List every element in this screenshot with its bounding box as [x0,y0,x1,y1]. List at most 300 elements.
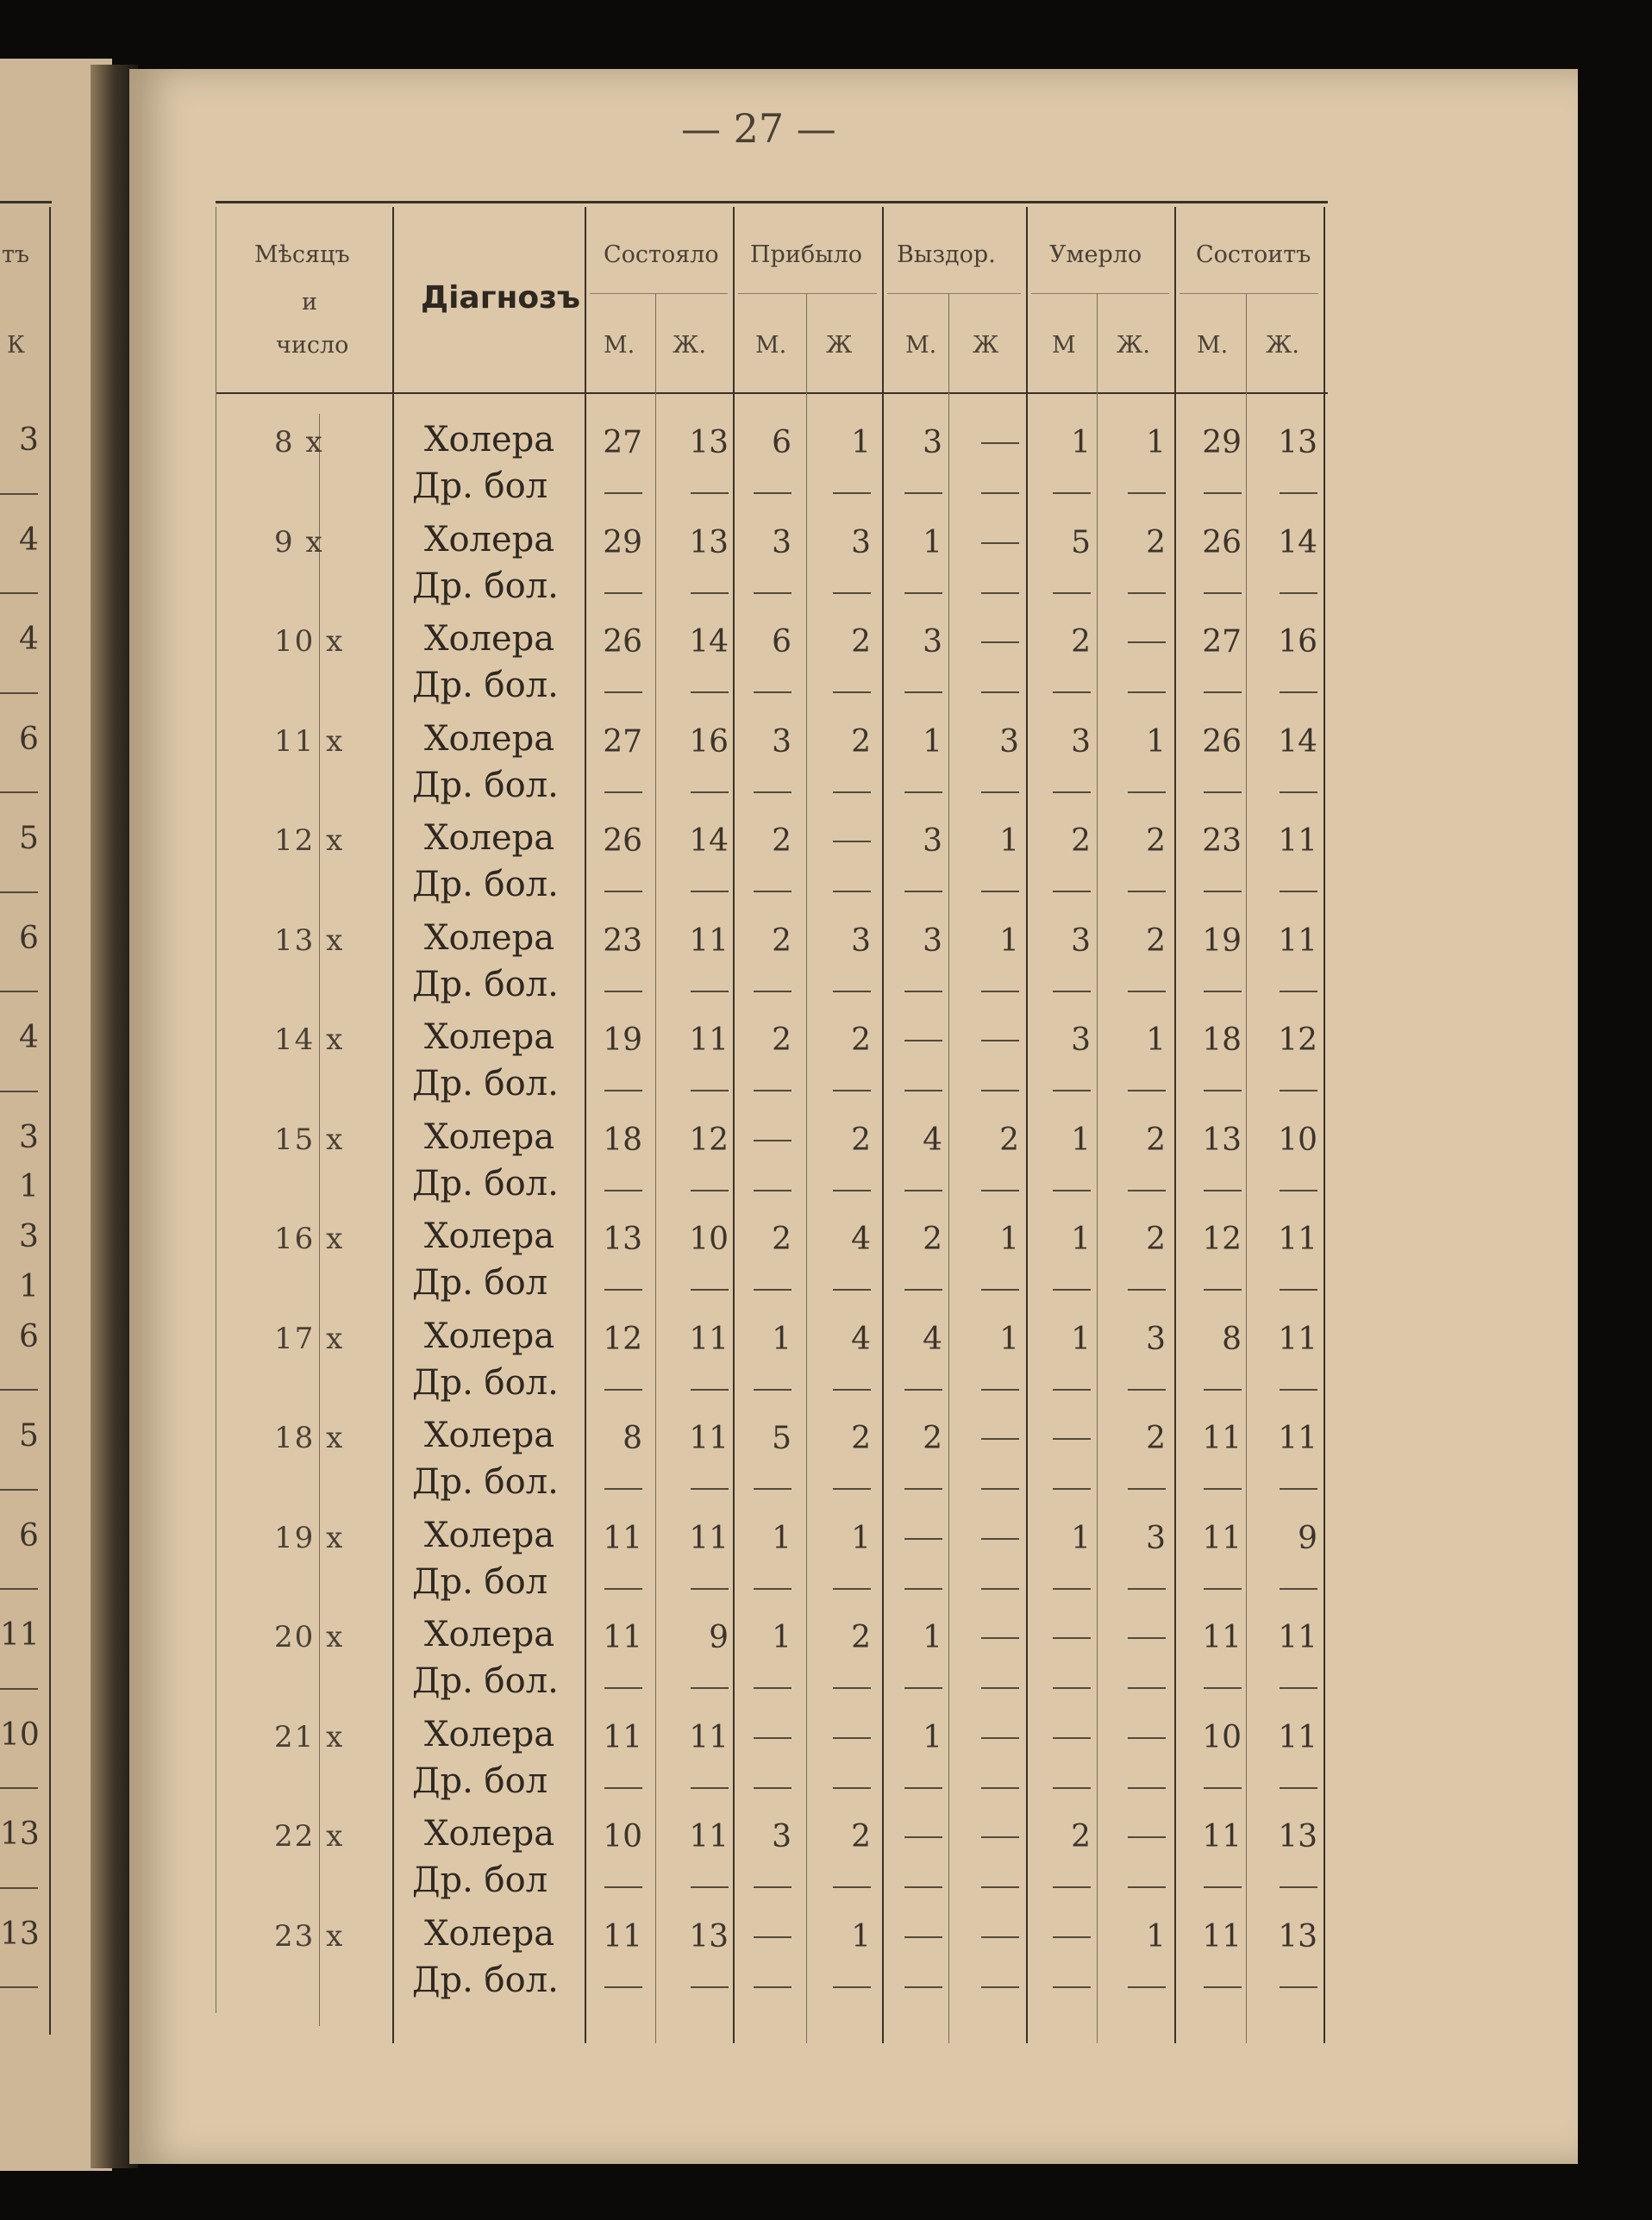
value-cell: 11 [1202,1520,1242,1556]
column-rule [1174,207,1176,2043]
value-cell: 3 [1146,1520,1166,1556]
value-cell: 11 [1278,1421,1317,1456]
sub-header: Ж. [673,332,706,359]
secondary-dash [904,1488,942,1490]
value-cell: 1 [1146,425,1166,460]
value-cell: 26 [603,823,642,859]
sub-header: М. [604,332,635,359]
value-dash [981,1538,1019,1540]
secondary-dash [1204,1090,1242,1091]
secondary-dash [1053,991,1091,992]
secondary-dash [754,1588,792,1590]
value-cell: 18 [1202,1022,1242,1058]
value-cell: 11 [1278,1321,1317,1357]
secondary-dash [981,492,1019,494]
value-cell: 11 [689,1022,729,1058]
row-date: 8 x [274,425,324,460]
value-dash [904,1936,942,1938]
value-dash [1128,1737,1166,1739]
value-cell: 13 [689,524,729,560]
value-cell: 4 [851,1321,871,1357]
value-cell: 11 [1278,1620,1317,1655]
value-cell: 2 [1146,524,1166,560]
group-rule [738,293,877,294]
value-cell: 27 [1202,624,1242,660]
secondary-dash [1204,791,1242,793]
secondary-dash [904,492,942,494]
secondary-dash [1053,1787,1091,1789]
diagnosis-primary: Холера [424,619,555,659]
value-cell: 3 [923,922,942,959]
value-cell: 12 [1278,1022,1317,1058]
left-value-dash [0,1091,38,1092]
column-rule [1026,207,1028,2043]
secondary-dash [754,891,792,892]
diagnosis-secondary: Др. бол. [412,964,559,1004]
left-value-dash [0,1887,38,1889]
secondary-dash [1053,1986,1091,1988]
value-cell: 11 [689,1421,729,1456]
secondary-dash [754,1289,792,1291]
value-cell: 2 [1071,1819,1091,1854]
value-cell: 2 [1146,1421,1166,1456]
diagnosis-primary: Холера [424,1515,555,1555]
value-cell: 2 [999,1122,1019,1158]
secondary-dash [981,1090,1019,1091]
left-value-dash [0,1688,38,1690]
value-cell: 10 [603,1819,642,1854]
secondary-dash [1204,1190,1242,1191]
secondary-dash [1280,592,1317,594]
secondary-dash [981,991,1019,992]
value-cell: 5 [772,1421,792,1456]
value-cell: 14 [689,823,729,859]
value-cell: 1 [923,1620,942,1655]
secondary-dash [1128,791,1166,793]
secondary-dash [754,1687,792,1689]
secondary-dash [691,891,729,892]
diagnosis-primary: Холера [424,1913,555,1954]
left-value-dash [0,1787,38,1789]
value-cell: 1 [1071,1321,1091,1357]
column-rule [655,293,656,2043]
column-rule [806,293,807,2043]
secondary-dash [904,1588,942,1590]
secondary-dash [833,1190,871,1191]
diagnosis-secondary: Др. бол. [412,566,559,606]
diagnosis-primary: Холера [424,420,555,460]
value-cell: 1 [1071,1222,1091,1257]
value-dash [904,1538,942,1540]
value-cell: 1 [1071,425,1091,460]
secondary-dash [1204,891,1242,892]
value-cell: 11 [603,1719,642,1755]
secondary-dash [604,791,642,793]
value-cell: 23 [1202,823,1242,859]
value-cell: 3 [1071,922,1091,959]
secondary-dash [1204,1886,1242,1888]
diagnosis-secondary: Др. бол. [412,1960,559,2000]
secondary-dash [904,791,942,793]
secondary-dash [1204,691,1242,693]
diagnosis-primary: Холера [424,1316,555,1356]
value-cell: 3 [851,922,871,959]
value-cell: 19 [603,1022,642,1058]
value-cell: 4 [851,1222,871,1257]
value-cell: 1 [923,1719,942,1755]
value-dash [1053,1637,1091,1639]
left-value-cell: 6 [19,1517,39,1554]
secondary-dash [981,592,1019,594]
group-header: Состояло [604,241,719,268]
secondary-dash [904,691,942,693]
diagnosis-secondary: Др. бол [412,1760,548,1801]
value-cell: 2 [851,1122,871,1158]
row-date: 17 x [274,1321,345,1356]
secondary-dash [604,991,642,992]
value-cell: 13 [1278,1918,1317,1954]
header-bottom-rule [216,392,1328,394]
group-header: Прибыло [750,241,862,268]
value-cell: 11 [689,922,729,959]
secondary-dash [604,592,642,594]
secondary-dash [691,991,729,992]
secondary-dash [1280,1588,1317,1590]
left-value-cell: 6 [19,721,39,757]
secondary-dash [904,1090,942,1091]
secondary-dash [1128,991,1166,992]
left-value-dash [0,493,38,495]
secondary-dash [754,1986,792,1988]
column-rule [882,207,884,2043]
value-cell: 1 [923,524,942,560]
left-value-cell: 6 [19,1318,39,1354]
diagnosis-primary: Холера [424,1416,555,1455]
secondary-dash [904,1886,942,1888]
secondary-dash [1053,592,1091,594]
sub-header: Ж [973,332,999,359]
value-cell: 3 [923,624,942,660]
column-rule [948,293,949,2043]
secondary-dash [904,592,942,594]
left-value-dash [0,1986,38,1988]
diagnosis-secondary: Др. бол [412,466,548,506]
secondary-dash [1053,1687,1091,1689]
secondary-dash [981,1787,1019,1789]
value-cell: 3 [923,823,942,859]
value-cell: 3 [772,524,792,560]
secondary-dash [1204,592,1242,594]
secondary-dash [981,1488,1019,1490]
left-value-cell: 4 [19,622,39,657]
secondary-dash [981,791,1019,793]
secondary-dash [1128,1787,1166,1789]
row-date: 14 x [274,1022,345,1057]
value-cell: 26 [603,624,642,660]
value-cell: 11 [1202,1819,1242,1854]
column-rule [1323,207,1325,2043]
secondary-dash [691,1687,729,1689]
value-dash [981,1836,1019,1838]
value-cell: 13 [689,425,729,460]
secondary-dash [1280,691,1317,693]
value-cell: 12 [1202,1222,1242,1257]
value-cell: 29 [1202,425,1242,460]
secondary-dash [691,492,729,494]
value-dash [904,1040,942,1041]
row-date: 23 x [274,1918,345,1954]
secondary-dash [604,492,642,494]
value-cell: 9 [709,1620,729,1655]
value-dash [754,1936,792,1938]
diagnosis-secondary: Др. бол [412,1860,548,1900]
value-cell: 2 [851,723,871,760]
secondary-dash [981,1986,1019,1988]
secondary-dash [691,1588,729,1590]
secondary-dash [833,1687,871,1689]
secondary-dash [1053,891,1091,892]
secondary-dash [691,1886,729,1888]
diagnosis-primary: Холера [424,519,555,560]
row-date: 13 x [274,922,345,958]
secondary-dash [1280,1886,1317,1888]
secondary-dash [754,592,792,594]
diagnosis-secondary: Др. бол. [412,1462,559,1502]
value-cell: 11 [1278,1222,1317,1257]
value-cell: 16 [1278,624,1317,660]
secondary-dash [754,1090,792,1091]
value-cell: 2 [851,1819,871,1854]
secondary-dash [691,1488,729,1490]
value-cell: 11 [1202,1918,1242,1954]
secondary-dash [904,1389,942,1391]
value-dash [1053,1936,1091,1938]
diagnosis-secondary: Др. бол. [412,1163,559,1204]
secondary-dash [1128,1389,1166,1391]
left-value-dash [0,692,38,694]
value-dash [981,641,1019,643]
value-cell: 2 [1146,922,1166,959]
value-cell: 11 [689,1520,729,1556]
group-rule [1031,293,1169,294]
secondary-dash [604,1190,642,1191]
value-cell: 3 [1146,1321,1166,1357]
secondary-dash [1053,492,1091,494]
value-cell: 11 [603,1918,642,1954]
diagnosis-secondary: Др. бол. [412,1362,559,1403]
secondary-dash [1128,1588,1166,1590]
secondary-dash [754,1190,792,1191]
secondary-dash [691,1389,729,1391]
value-cell: 18 [603,1122,642,1158]
secondary-dash [754,1488,792,1490]
value-cell: 9 [1298,1520,1317,1556]
secondary-dash [1280,1787,1317,1789]
table-top-rule [216,201,1328,203]
value-dash [981,1637,1019,1639]
diagnosis-primary: Холера [424,1615,555,1654]
value-cell: 2 [923,1421,942,1456]
diagnosis-primary: Холера [424,1216,555,1256]
secondary-dash [604,891,642,892]
left-value-cell: 4 [19,522,39,558]
group-header: Выздор. [897,241,996,268]
value-cell: 1 [1146,1918,1166,1954]
secondary-dash [1280,791,1317,793]
diagnosis-secondary: Др. бол. [412,765,559,805]
value-cell: 1 [1071,1122,1091,1158]
secondary-dash [754,991,792,992]
value-dash [1128,1637,1166,1639]
left-value-dash [0,891,38,893]
secondary-dash [1128,592,1166,594]
value-cell: 1 [851,1520,871,1556]
secondary-dash [604,1389,642,1391]
left-column-rule [49,207,51,2035]
secondary-dash [1053,1488,1091,1490]
secondary-dash [1204,991,1242,992]
value-cell: 1 [999,1222,1019,1257]
value-cell: 2 [851,624,871,660]
secondary-dash [604,691,642,693]
secondary-dash [1053,1289,1091,1291]
value-dash [981,1438,1019,1440]
secondary-dash [604,1886,642,1888]
column-rule [733,207,735,2043]
value-cell: 13 [1278,425,1317,460]
secondary-dash [981,891,1019,892]
secondary-dash [833,1588,871,1590]
diagnosis-primary: Холера [424,718,555,759]
value-dash [981,1936,1019,1938]
diagnosis-secondary: Др. бол. [412,865,559,904]
left-value-cell: 3 [19,422,39,458]
secondary-dash [1280,891,1317,892]
left-value-cell: 5 [19,821,39,856]
column-rule [1246,293,1247,2043]
value-cell: 2 [772,922,792,959]
secondary-dash [604,1488,642,1490]
value-cell: 3 [772,723,792,760]
group-rule [887,293,1021,294]
secondary-dash [981,1588,1019,1590]
left-value-cell: 10 [0,1717,40,1753]
value-cell: 8 [1222,1321,1242,1357]
value-cell: 26 [1202,524,1242,560]
secondary-dash [833,1886,871,1888]
secondary-dash [754,691,792,693]
sub-header: Ж. [1266,332,1299,359]
value-cell: 3 [1071,1022,1091,1058]
secondary-dash [1280,1090,1317,1091]
group-header: Состоитъ [1196,241,1311,268]
value-cell: 6 [772,425,792,460]
value-cell: 10 [1202,1719,1242,1755]
value-cell: 13 [603,1222,642,1257]
sub-header: М. [1197,332,1229,359]
secondary-dash [754,492,792,494]
value-cell: 6 [772,624,792,660]
secondary-dash [833,1090,871,1091]
value-dash [1053,1438,1091,1440]
value-cell: 13 [1278,1819,1317,1854]
value-cell: 11 [689,1321,729,1357]
diagnosis-secondary: Др. бол. [412,1661,559,1701]
value-dash [1053,1737,1091,1739]
secondary-dash [604,1289,642,1291]
value-dash [981,442,1019,444]
secondary-dash [833,1289,871,1291]
left-value-dash [0,1588,38,1590]
value-cell: 11 [689,1819,729,1854]
value-cell: 11 [689,1719,729,1755]
secondary-dash [833,891,871,892]
secondary-dash [833,1488,871,1490]
value-cell: 2 [772,1022,792,1058]
diagnosis-primary: Холера [424,1116,555,1157]
secondary-dash [1128,1488,1166,1490]
value-cell: 2 [923,1222,942,1257]
value-cell: 16 [689,723,729,760]
diagnosis-primary: Холера [424,818,555,858]
value-cell: 14 [1278,723,1317,760]
secondary-dash [904,1986,942,1988]
column-rule [392,207,394,2043]
sub-header: М. [755,332,787,359]
value-dash [981,1040,1019,1041]
secondary-dash [904,991,942,992]
row-date: 16 x [274,1222,345,1256]
secondary-dash [691,1289,729,1291]
secondary-dash [1053,691,1091,693]
value-cell: 12 [603,1321,642,1357]
secondary-dash [691,1090,729,1091]
left-value-cell: 6 [19,920,39,956]
diagnosis-primary: Холера [424,1814,555,1854]
secondary-dash [604,1986,642,1988]
row-date: 21 x [274,1719,345,1754]
diagnosis-secondary: Др. бол. [412,1064,559,1104]
secondary-dash [981,1389,1019,1391]
value-cell: 3 [1071,723,1091,760]
secondary-dash [1053,1886,1091,1888]
secondary-dash [1280,1389,1317,1391]
value-cell: 1 [999,1321,1019,1357]
value-dash [981,1737,1019,1739]
secondary-dash [754,1886,792,1888]
row-date: 18 x [274,1421,345,1455]
secondary-dash [604,1090,642,1091]
value-cell: 2 [851,1620,871,1655]
value-cell: 1 [1071,1520,1091,1556]
secondary-dash [904,1289,942,1291]
value-cell: 11 [1278,1719,1317,1755]
value-dash [1128,1836,1166,1838]
value-cell: 23 [603,922,642,959]
left-value-dash [0,592,38,594]
value-dash [833,1737,871,1739]
left-value-dash [0,991,38,992]
value-cell: 26 [1202,723,1242,760]
value-cell: 11 [1202,1620,1242,1655]
header-diagnosis: Діагнозъ [421,280,581,316]
value-cell: 13 [689,1918,729,1954]
column-rule [585,207,586,2043]
secondary-dash [1128,691,1166,693]
value-cell: 1 [772,1321,792,1357]
value-dash [981,542,1019,544]
diagnosis-secondary: Др. бол [412,1561,548,1602]
